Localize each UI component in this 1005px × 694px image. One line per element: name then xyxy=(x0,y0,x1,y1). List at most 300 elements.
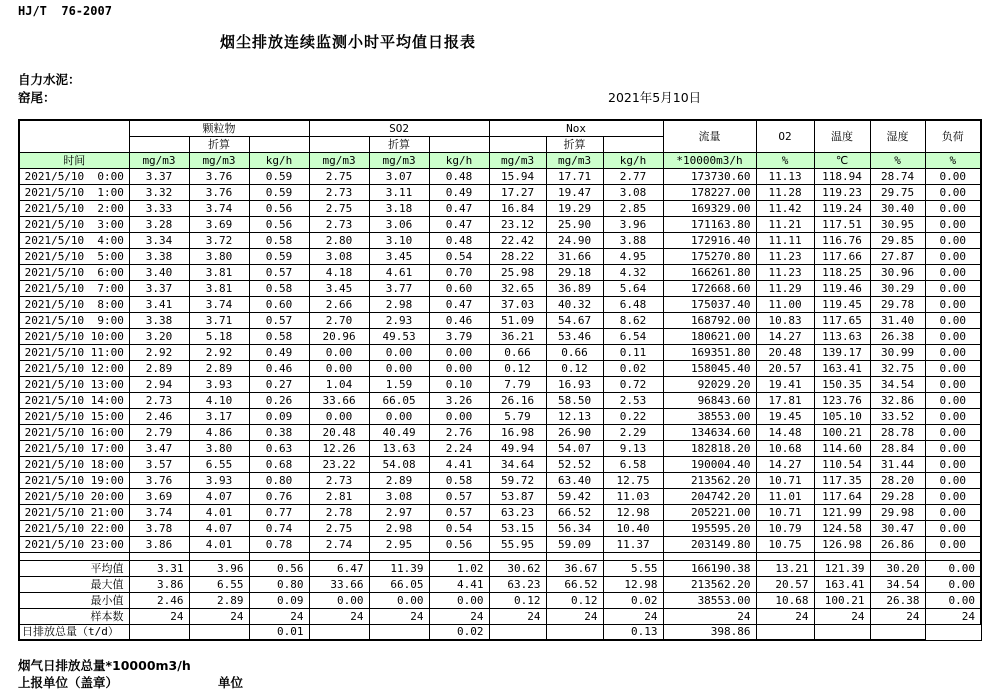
value-cell: 126.98 xyxy=(814,536,870,552)
value-cell: 0.00 xyxy=(429,360,489,376)
value-cell: 3.26 xyxy=(429,392,489,408)
summary-value-cell: 0.00 xyxy=(369,592,429,608)
value-cell: 0.00 xyxy=(925,360,981,376)
value-cell: 8.62 xyxy=(603,312,663,328)
unit-cell: mg/m3 xyxy=(546,152,603,168)
value-cell: 19.29 xyxy=(546,200,603,216)
value-cell: 3.69 xyxy=(189,216,249,232)
summary-value-cell: 5.55 xyxy=(603,560,663,576)
value-cell: 2.53 xyxy=(603,392,663,408)
hour-row xyxy=(19,248,981,264)
value-cell: 3.10 xyxy=(369,232,429,248)
value-cell: 114.60 xyxy=(814,440,870,456)
value-cell: 3.32 xyxy=(129,184,189,200)
value-cell: 0.00 xyxy=(429,344,489,360)
value-cell: 0.00 xyxy=(309,408,369,424)
hour-row xyxy=(19,328,981,344)
summary-value-cell: 3.86 xyxy=(129,576,189,592)
value-cell: 29.85 xyxy=(870,232,925,248)
daily-total-value-cell: 0.01 xyxy=(249,624,309,640)
time-cell: 2021/5/10 13:00 xyxy=(19,376,129,392)
hour-row xyxy=(19,472,981,488)
daily-total-value-cell xyxy=(309,624,369,640)
value-cell: 3.07 xyxy=(369,168,429,184)
value-cell: 32.65 xyxy=(489,280,546,296)
value-cell: 11.23 xyxy=(756,264,814,280)
value-cell: 0.58 xyxy=(249,328,309,344)
col-humidity: 湿度 xyxy=(870,120,925,152)
value-cell: 0.38 xyxy=(249,424,309,440)
summary-value-cell: 26.38 xyxy=(870,592,925,608)
summary-value-cell: 66.05 xyxy=(369,576,429,592)
summary-value-cell: 33.66 xyxy=(309,576,369,592)
value-cell: 2.73 xyxy=(129,392,189,408)
value-cell: 4.07 xyxy=(189,488,249,504)
summary-value-cell: 24 xyxy=(129,608,189,624)
value-cell: 2.89 xyxy=(189,360,249,376)
summary-value-cell: 0.09 xyxy=(249,592,309,608)
value-cell: 6.48 xyxy=(603,296,663,312)
value-cell: 53.15 xyxy=(489,520,546,536)
time-cell: 2021/5/10 14:00 xyxy=(19,392,129,408)
value-cell: 0.00 xyxy=(925,520,981,536)
value-cell: 0.00 xyxy=(369,344,429,360)
hour-row xyxy=(19,376,981,392)
time-cell: 2021/5/10 0:00 xyxy=(19,168,129,184)
col-group-nox: Nox xyxy=(489,120,663,136)
value-cell: 14.27 xyxy=(756,456,814,472)
value-cell: 25.98 xyxy=(489,264,546,280)
summary-value-cell: 66.52 xyxy=(546,576,603,592)
value-cell: 11.11 xyxy=(756,232,814,248)
daily-total-value-cell xyxy=(546,624,603,640)
value-cell: 59.09 xyxy=(546,536,603,552)
value-cell: 3.74 xyxy=(129,504,189,520)
value-cell: 12.13 xyxy=(546,408,603,424)
summary-row xyxy=(19,560,981,576)
value-cell: 3.28 xyxy=(129,216,189,232)
summary-value-cell: 0.56 xyxy=(249,560,309,576)
value-cell: 31.66 xyxy=(546,248,603,264)
summary-value-cell: 0.12 xyxy=(546,592,603,608)
value-cell: 13.63 xyxy=(369,440,429,456)
summary-value-cell: 166190.38 xyxy=(663,560,756,576)
value-cell: 0.80 xyxy=(249,472,309,488)
value-cell: 11.37 xyxy=(603,536,663,552)
value-cell: 1.04 xyxy=(309,376,369,392)
value-cell: 3.80 xyxy=(189,248,249,264)
report-date: 2021年5月10日 xyxy=(608,90,702,105)
value-cell: 113.63 xyxy=(814,328,870,344)
value-cell: 2.73 xyxy=(309,184,369,200)
value-cell: 0.56 xyxy=(429,536,489,552)
value-cell: 30.47 xyxy=(870,520,925,536)
value-cell: 2.92 xyxy=(129,344,189,360)
value-cell: 38553.00 xyxy=(663,408,756,424)
value-cell: 2.95 xyxy=(369,536,429,552)
hour-row xyxy=(19,520,981,536)
summary-value-cell: 30.20 xyxy=(870,560,925,576)
value-cell: 23.22 xyxy=(309,456,369,472)
time-header-spacer xyxy=(19,120,129,152)
value-cell: 3.76 xyxy=(129,472,189,488)
value-cell: 66.05 xyxy=(369,392,429,408)
value-cell: 15.94 xyxy=(489,168,546,184)
value-cell: 56.34 xyxy=(546,520,603,536)
time-cell: 2021/5/10 17:00 xyxy=(19,440,129,456)
blank-cell xyxy=(369,552,429,560)
value-cell: 0.00 xyxy=(925,488,981,504)
value-cell: 3.45 xyxy=(369,248,429,264)
value-cell: 12.98 xyxy=(603,504,663,520)
value-cell: 3.40 xyxy=(129,264,189,280)
summary-value-cell: 24 xyxy=(603,608,663,624)
value-cell: 36.89 xyxy=(546,280,603,296)
value-cell: 0.49 xyxy=(429,184,489,200)
summary-value-cell: 36.67 xyxy=(546,560,603,576)
hour-row xyxy=(19,536,981,552)
value-cell: 178227.00 xyxy=(663,184,756,200)
value-cell: 29.78 xyxy=(870,296,925,312)
value-cell: 9.13 xyxy=(603,440,663,456)
pm-rate-spacer xyxy=(249,136,309,152)
value-cell: 3.80 xyxy=(189,440,249,456)
value-cell: 3.86 xyxy=(129,536,189,552)
value-cell: 31.40 xyxy=(870,312,925,328)
daily-total-value-cell xyxy=(129,624,189,640)
summary-row xyxy=(19,592,981,608)
summary-value-cell: 1.02 xyxy=(429,560,489,576)
hour-row xyxy=(19,456,981,472)
value-cell: 117.64 xyxy=(814,488,870,504)
summary-value-cell: 38553.00 xyxy=(663,592,756,608)
value-cell: 11.21 xyxy=(756,216,814,232)
value-cell: 16.93 xyxy=(546,376,603,392)
summary-value-cell: 213562.20 xyxy=(663,576,756,592)
col-flow: 流量 xyxy=(663,120,756,152)
daily-total-value-cell xyxy=(189,624,249,640)
summary-label: 最大值 xyxy=(19,576,129,592)
hour-row xyxy=(19,360,981,376)
table-notch xyxy=(925,624,981,640)
summary-value-cell: 12.98 xyxy=(603,576,663,592)
summary-value-cell: 63.23 xyxy=(489,576,546,592)
value-cell: 0.02 xyxy=(603,360,663,376)
summary-value-cell: 0.02 xyxy=(603,592,663,608)
value-cell: 33.52 xyxy=(870,408,925,424)
value-cell: 6.58 xyxy=(603,456,663,472)
value-cell: 100.21 xyxy=(814,424,870,440)
time-cell: 2021/5/10 18:00 xyxy=(19,456,129,472)
value-cell: 0.57 xyxy=(429,504,489,520)
value-cell: 0.70 xyxy=(429,264,489,280)
value-cell: 0.76 xyxy=(249,488,309,504)
pm-raw-spacer xyxy=(129,136,189,152)
value-cell: 117.35 xyxy=(814,472,870,488)
value-cell: 0.47 xyxy=(429,200,489,216)
value-cell: 195595.20 xyxy=(663,520,756,536)
value-cell: 0.00 xyxy=(925,232,981,248)
value-cell: 3.06 xyxy=(369,216,429,232)
value-cell: 5.79 xyxy=(489,408,546,424)
value-cell: 0.48 xyxy=(429,232,489,248)
value-cell: 3.78 xyxy=(129,520,189,536)
value-cell: 0.57 xyxy=(429,488,489,504)
summary-row xyxy=(19,608,981,624)
value-cell: 2.97 xyxy=(369,504,429,520)
flue-total-label: 烟气日排放总量*10000m3/h xyxy=(18,658,191,673)
value-cell: 2.77 xyxy=(603,168,663,184)
value-cell: 169351.80 xyxy=(663,344,756,360)
value-cell: 3.41 xyxy=(129,296,189,312)
summary-value-cell: 2.46 xyxy=(129,592,189,608)
value-cell: 205221.00 xyxy=(663,504,756,520)
value-cell: 17.27 xyxy=(489,184,546,200)
value-cell: 0.09 xyxy=(249,408,309,424)
value-cell: 0.57 xyxy=(249,312,309,328)
blank-cell xyxy=(189,552,249,560)
value-cell: 11.29 xyxy=(756,280,814,296)
summary-label: 样本数 xyxy=(19,608,129,624)
so2-raw-spacer xyxy=(309,136,369,152)
hour-row xyxy=(19,344,981,360)
value-cell: 118.94 xyxy=(814,168,870,184)
hour-row xyxy=(19,200,981,216)
value-cell: 172916.40 xyxy=(663,232,756,248)
blank-cell xyxy=(814,552,870,560)
daily-total-value-cell xyxy=(756,624,814,640)
daily-total-value-cell: 0.13 xyxy=(603,624,663,640)
value-cell: 0.68 xyxy=(249,456,309,472)
value-cell: 0.47 xyxy=(429,216,489,232)
summary-value-cell: 24 xyxy=(189,608,249,624)
value-cell: 30.95 xyxy=(870,216,925,232)
value-cell: 20.48 xyxy=(309,424,369,440)
value-cell: 4.61 xyxy=(369,264,429,280)
time-cell: 2021/5/10 7:00 xyxy=(19,280,129,296)
value-cell: 2.24 xyxy=(429,440,489,456)
hour-row xyxy=(19,264,981,280)
blank-cell xyxy=(546,552,603,560)
value-cell: 10.68 xyxy=(756,440,814,456)
value-cell: 2.80 xyxy=(309,232,369,248)
unit-cell: *10000m3/h xyxy=(663,152,756,168)
value-cell: 3.45 xyxy=(309,280,369,296)
value-cell: 27.87 xyxy=(870,248,925,264)
value-cell: 20.48 xyxy=(756,344,814,360)
value-cell: 0.00 xyxy=(925,200,981,216)
unit-cell: % xyxy=(870,152,925,168)
value-cell: 0.56 xyxy=(249,200,309,216)
value-cell: 40.49 xyxy=(369,424,429,440)
value-cell: 3.93 xyxy=(189,472,249,488)
value-cell: 0.49 xyxy=(249,344,309,360)
time-cell: 2021/5/10 23:00 xyxy=(19,536,129,552)
blank-row xyxy=(19,552,981,560)
value-cell: 3.71 xyxy=(189,312,249,328)
value-cell: 17.71 xyxy=(546,168,603,184)
value-cell: 3.37 xyxy=(129,280,189,296)
hour-row xyxy=(19,392,981,408)
value-cell: 2.70 xyxy=(309,312,369,328)
value-cell: 14.48 xyxy=(756,424,814,440)
summary-value-cell: 24 xyxy=(489,608,546,624)
value-cell: 7.79 xyxy=(489,376,546,392)
table-body xyxy=(19,168,981,640)
value-cell: 28.22 xyxy=(489,248,546,264)
time-cell: 2021/5/10 19:00 xyxy=(19,472,129,488)
value-cell: 40.32 xyxy=(546,296,603,312)
unit-cell: kg/h xyxy=(603,152,663,168)
daily-total-value-cell: 0.02 xyxy=(429,624,489,640)
value-cell: 119.24 xyxy=(814,200,870,216)
unit-cell: mg/m3 xyxy=(309,152,369,168)
value-cell: 12.26 xyxy=(309,440,369,456)
summary-value-cell: 3.96 xyxy=(189,560,249,576)
value-cell: 0.00 xyxy=(309,344,369,360)
value-cell: 0.48 xyxy=(429,168,489,184)
value-cell: 31.44 xyxy=(870,456,925,472)
value-cell: 28.78 xyxy=(870,424,925,440)
unit-cell: mg/m3 xyxy=(129,152,189,168)
value-cell: 24.90 xyxy=(546,232,603,248)
summary-value-cell: 100.21 xyxy=(814,592,870,608)
value-cell: 10.75 xyxy=(756,536,814,552)
value-cell: 3.11 xyxy=(369,184,429,200)
value-cell: 0.63 xyxy=(249,440,309,456)
summary-value-cell: 0.80 xyxy=(249,576,309,592)
value-cell: 168792.00 xyxy=(663,312,756,328)
value-cell: 158045.40 xyxy=(663,360,756,376)
value-cell: 0.58 xyxy=(249,232,309,248)
value-cell: 0.46 xyxy=(249,360,309,376)
hour-row xyxy=(19,184,981,200)
value-cell: 3.34 xyxy=(129,232,189,248)
blank-cell xyxy=(603,552,663,560)
value-cell: 0.00 xyxy=(925,264,981,280)
col-o2: O2 xyxy=(756,120,814,152)
value-cell: 32.75 xyxy=(870,360,925,376)
value-cell: 169329.00 xyxy=(663,200,756,216)
value-cell: 134634.60 xyxy=(663,424,756,440)
value-cell: 36.21 xyxy=(489,328,546,344)
blank-cell xyxy=(249,552,309,560)
value-cell: 63.40 xyxy=(546,472,603,488)
value-cell: 6.54 xyxy=(603,328,663,344)
value-cell: 29.98 xyxy=(870,504,925,520)
hour-row xyxy=(19,216,981,232)
value-cell: 0.56 xyxy=(249,216,309,232)
value-cell: 3.08 xyxy=(369,488,429,504)
unit-cell: kg/h xyxy=(429,152,489,168)
hour-row xyxy=(19,504,981,520)
summary-value-cell: 0.00 xyxy=(429,592,489,608)
value-cell: 0.00 xyxy=(925,168,981,184)
time-cell: 2021/5/10 9:00 xyxy=(19,312,129,328)
value-cell: 54.08 xyxy=(369,456,429,472)
summary-value-cell: 24 xyxy=(870,608,925,624)
blank-cell xyxy=(489,552,546,560)
value-cell: 58.50 xyxy=(546,392,603,408)
value-cell: 0.72 xyxy=(603,376,663,392)
value-cell: 3.74 xyxy=(189,296,249,312)
summary-value-cell: 2.89 xyxy=(189,592,249,608)
value-cell: 0.00 xyxy=(925,440,981,456)
daily-total-value-cell xyxy=(489,624,546,640)
summary-value-cell: 10.68 xyxy=(756,592,814,608)
report-unit-label: 上报单位（盖章） xyxy=(18,675,119,690)
value-cell: 4.01 xyxy=(189,504,249,520)
company-label: 自力水泥： xyxy=(18,72,81,87)
blank-cell xyxy=(663,552,756,560)
value-cell: 55.95 xyxy=(489,536,546,552)
time-cell: 2021/5/10 11:00 xyxy=(19,344,129,360)
value-cell: 166261.80 xyxy=(663,264,756,280)
value-cell: 3.76 xyxy=(189,184,249,200)
value-cell: 49.53 xyxy=(369,328,429,344)
value-cell: 0.54 xyxy=(429,248,489,264)
value-cell: 204742.20 xyxy=(663,488,756,504)
value-cell: 54.67 xyxy=(546,312,603,328)
value-cell: 4.32 xyxy=(603,264,663,280)
value-cell: 92029.20 xyxy=(663,376,756,392)
value-cell: 11.00 xyxy=(756,296,814,312)
value-cell: 3.33 xyxy=(129,200,189,216)
value-cell: 3.08 xyxy=(309,248,369,264)
value-cell: 0.78 xyxy=(249,536,309,552)
value-cell: 0.66 xyxy=(546,344,603,360)
value-cell: 117.65 xyxy=(814,312,870,328)
summary-value-cell: 24 xyxy=(663,608,756,624)
time-cell: 2021/5/10 10:00 xyxy=(19,328,129,344)
summary-value-cell: 0.12 xyxy=(489,592,546,608)
site-label: 窑尾： xyxy=(18,90,56,105)
value-cell: 2.73 xyxy=(309,472,369,488)
value-cell: 10.79 xyxy=(756,520,814,536)
value-cell: 16.84 xyxy=(489,200,546,216)
value-cell: 110.54 xyxy=(814,456,870,472)
value-cell: 0.00 xyxy=(925,408,981,424)
value-cell: 0.00 xyxy=(925,504,981,520)
value-cell: 119.23 xyxy=(814,184,870,200)
value-cell: 12.75 xyxy=(603,472,663,488)
value-cell: 19.45 xyxy=(756,408,814,424)
value-cell: 119.46 xyxy=(814,280,870,296)
value-cell: 17.81 xyxy=(756,392,814,408)
value-cell: 0.66 xyxy=(489,344,546,360)
value-cell: 2.93 xyxy=(369,312,429,328)
hour-row xyxy=(19,408,981,424)
value-cell: 4.10 xyxy=(189,392,249,408)
value-cell: 10.71 xyxy=(756,472,814,488)
value-cell: 124.58 xyxy=(814,520,870,536)
value-cell: 2.92 xyxy=(189,344,249,360)
value-cell: 0.57 xyxy=(249,264,309,280)
value-cell: 0.59 xyxy=(249,184,309,200)
hour-row xyxy=(19,168,981,184)
value-cell: 0.11 xyxy=(603,344,663,360)
time-cell: 2021/5/10 5:00 xyxy=(19,248,129,264)
value-cell: 190004.40 xyxy=(663,456,756,472)
value-cell: 52.52 xyxy=(546,456,603,472)
value-cell: 0.60 xyxy=(249,296,309,312)
value-cell: 59.72 xyxy=(489,472,546,488)
value-cell: 0.47 xyxy=(429,296,489,312)
value-cell: 3.47 xyxy=(129,440,189,456)
blank-cell xyxy=(756,552,814,560)
value-cell: 59.42 xyxy=(546,488,603,504)
value-cell: 25.90 xyxy=(546,216,603,232)
